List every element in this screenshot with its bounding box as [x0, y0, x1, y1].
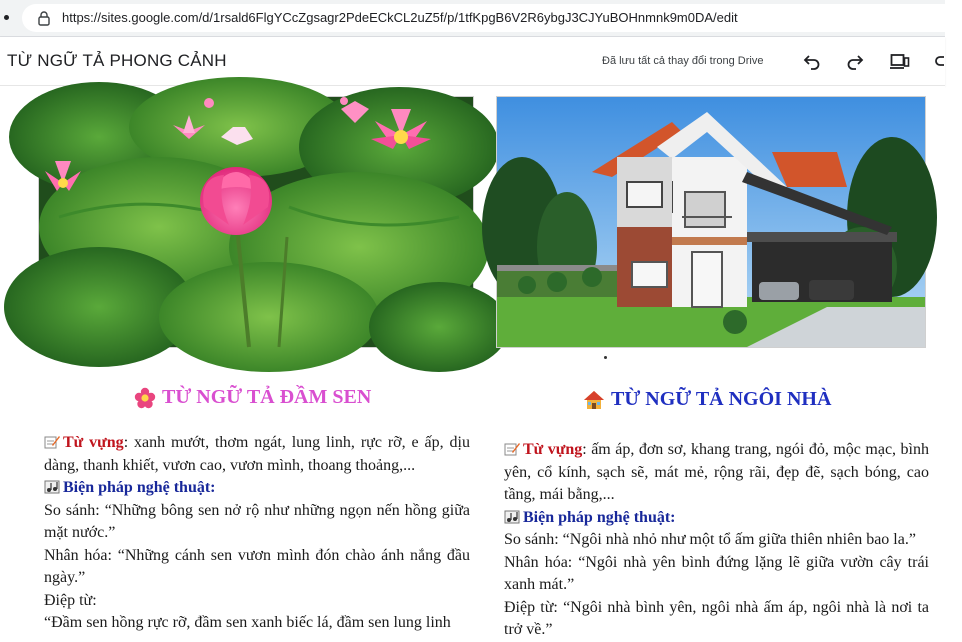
lotus-personify-text: Nhân hóa: “Những cánh sen vươn mình đón chào ánh nắng đầu ngày.”: [44, 546, 470, 586]
lotus-text-block[interactable]: [44, 432, 470, 635]
flower-icon: [134, 387, 156, 409]
music-notes-icon: [44, 480, 60, 494]
house-technique-label: Biện pháp nghệ thuật: [523, 508, 671, 526]
site-title[interactable]: TỪ NGỮ TẢ PHONG CẢNH: [7, 51, 227, 70]
lotus-vocab-label: Từ vựng: [63, 434, 124, 451]
house-repeat-text: Điệp từ: “Ngôi nhà bình yên, ngôi nhà ấm áp, ngôi nhà là nơi ta trở về.”: [504, 598, 929, 638]
url-field[interactable]: [22, 4, 962, 32]
music-notes-icon: [504, 510, 520, 524]
sites-toolbar: [0, 37, 945, 86]
lotus-technique-paragraph: [44, 477, 470, 500]
lotus-compare-text: So sánh: “Những bông sen nở rộ như những ngọn nến hồng giữa mặt nước.”: [44, 501, 470, 541]
house-section-heading: [583, 388, 831, 411]
redo-icon: [846, 52, 864, 70]
lotus-vocab-paragraph: [44, 432, 470, 477]
house-compare-text: So sánh: “Ngôi nhà nhỏ như một tổ ấm giữa thiên nhiên bao la.”: [504, 531, 916, 548]
divider-dot: [604, 356, 607, 359]
lotus-technique-label: Biện pháp nghệ thuật: [63, 479, 211, 496]
save-status: Đã lưu tất cả thay đổi trong Drive: [602, 55, 764, 67]
lotus-repeat-label: Điệp từ:: [44, 591, 97, 609]
preview-icon: [890, 52, 910, 70]
url-text: https://sites.google.com/d/1rsald6FlgYCcZgsagr2PdeECkCL2uZ5f/p/1tfKpgB6V2R6ybgJ3CJYuBOHnmnk9m0DA/edit: [62, 10, 738, 25]
house-vocab-text: : ấm áp, đơn sơ, khang trang, ngói đỏ, mộc mạc, bình yên, cổ kính, sạch sẽ, mát mẻ, rộng rãi, đẹp đẽ, sạch bóng, cao tầng, mái bằng,...: [504, 441, 929, 503]
house-text-block[interactable]: [504, 439, 929, 642]
house-vocab-paragraph: [504, 439, 929, 507]
lotus-illustration: [39, 97, 473, 347]
house-illustration: [497, 97, 925, 347]
link-button[interactable]: [930, 49, 954, 73]
undo-button[interactable]: [800, 49, 824, 73]
lotus-heading-text: TỪ NGỮ TẢ ĐẦM SEN: [162, 386, 372, 408]
house-icon: [583, 389, 605, 411]
preview-button[interactable]: [888, 49, 912, 73]
house-heading-text: TỪ NGỮ TẢ NGÔI NHÀ: [611, 388, 832, 410]
browser-address-bar: [0, 0, 945, 37]
memo-icon: [504, 442, 520, 456]
house-image[interactable]: [496, 96, 926, 348]
redo-button[interactable]: [843, 49, 867, 73]
lotus-repeat-text: “Đầm sen hồng rực rỡ, đầm sen xanh biếc lá, đầm sen lung linh: [44, 614, 451, 631]
memo-icon: [44, 435, 60, 449]
house-personify-text: Nhân hóa: “Ngôi nhà yên bình đứng lặng lẽ giữa vườn cây trái xanh mát.”: [504, 553, 929, 593]
menu-dot: [4, 15, 9, 20]
lotus-pond-image[interactable]: [38, 96, 474, 348]
house-technique-paragraph: [504, 507, 929, 530]
lotus-section-heading: [134, 386, 371, 409]
lotus-vocab-text: : xanh mướt, thơm ngát, lung linh, rực rỡ, e ấp, dịu dàng, thanh khiết, vươn cao, vươn mình, thoang thoảng,...: [44, 434, 470, 474]
page-canvas: [0, 86, 945, 638]
house-technique-colon: :: [670, 508, 676, 526]
house-vocab-label: Từ vựng: [523, 441, 583, 458]
lotus-technique-colon: :: [210, 479, 216, 496]
link-icon: [933, 52, 951, 70]
undo-icon: [803, 52, 821, 70]
site-info-icon[interactable]: [36, 10, 52, 26]
